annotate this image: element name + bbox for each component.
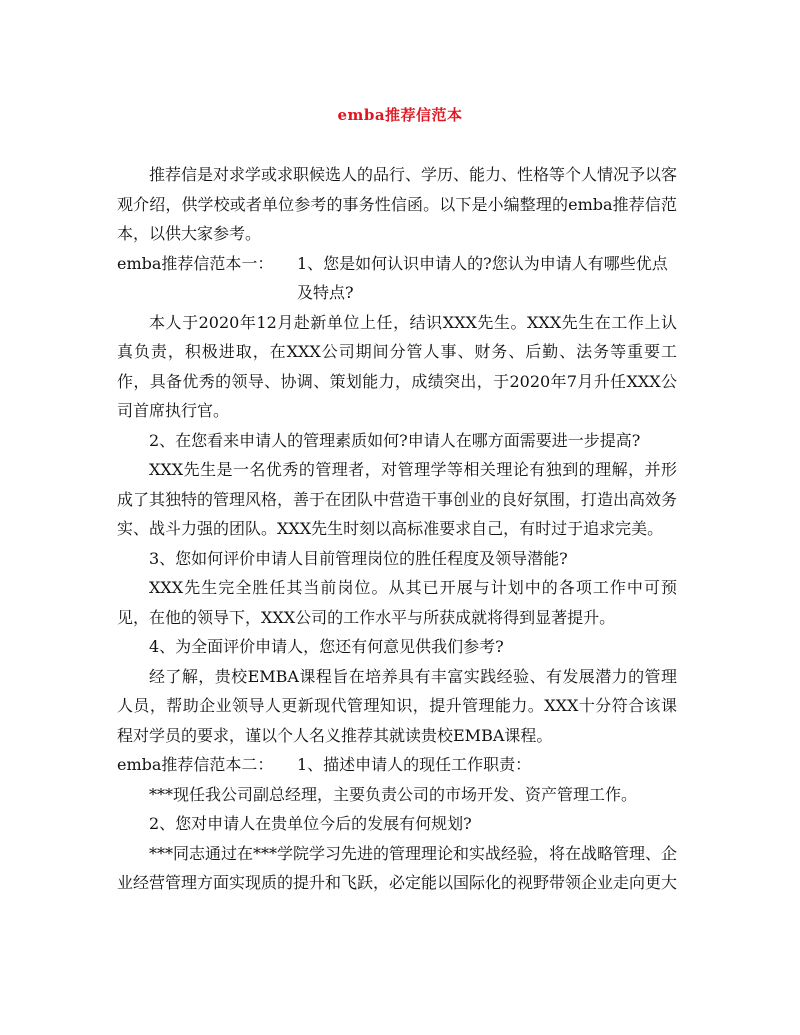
sample2-question-2: 2、您对申请人在贵单位今后的发展有何规划? (149, 814, 472, 833)
sample2-answer-1: ***现任我公司副总经理，主要负责公司的市场开发、资产管理工作。 (149, 784, 638, 804)
sample1-answer-4: 经了解，贵校EMBA课程旨在培养具有丰富实践经验、有发展潜力的管理人员，帮助企业领导人更新现代管理知识，提升管理能力。XXX十分符合该课程对学员的要求，谨以个人名义推荐其就读贵校EMBA课程。 (117, 666, 677, 745)
sample1-answer-1: 本人于2020年12月赴新单位上任，结识XXX先生。XXX先生在工作上认真负责，积极进取，在XXX公司期间分管人事、财务、后勤、法务等重要工作，具备优秀的领导、协调、策划能力，成绩突出，于2020年7月升任XXX公司首席执行官。 (117, 312, 677, 420)
sample1-question-1: 1、您是如何认识申请人的?您认为申请人有哪些优点及特点? (297, 253, 668, 302)
sample2-heading (117, 750, 677, 780)
sample1-answer-3: XXX先生完全胜任其当前岗位。从其已开展与计划中的各项工作中可预见，在他的领导下，XXX公司的工作水平与所获成就将得到显著提升。 (117, 578, 677, 627)
sample2-question-1: 1、描述申请人的现任工作职责： (297, 755, 532, 774)
intro-paragraph: 推荐信是对求学或求职候选人的品行、学历、能力、性格等个人情况予以客观介绍，供学校或者单位参考的事务性信函。以下是小编整理的emba推荐信范本，以供大家参考。 (117, 165, 678, 243)
sample2-answer-2: ***同志通过在***学院学习先进的管理理论和实战经验，将在战略管理、企业经营管理方面实现质的提升和飞跃，必定能以国际化的视野带领企业走向更大 (117, 843, 678, 892)
sample1-question-4: 4、为全面评价申请人，您还有何意见供我们参考? (149, 637, 504, 656)
sample1-question-2: 2、在您看来申请人的管理素质如何?申请人在哪方面需要进一步提高? (149, 430, 641, 450)
document-title: emba推荐信范本 (337, 106, 463, 124)
sample1-heading (117, 249, 677, 308)
sample1-answer-2: XXX先生是一名优秀的管理者，对管理学等相关理论有独到的理解，并形成了其独特的管理风格，善于在团队中营造干事创业的良好氛围，打造出高效务实、战斗力强的团队。XXX先生时刻以高标准要求自己，有时过于追求完美。 (117, 460, 678, 538)
sample1-label: emba推荐信范本一： (117, 253, 274, 273)
document-body (117, 160, 677, 898)
sample1-question-3: 3、您如何评价申请人目前管理岗位的胜任程度及领导潜能? (149, 548, 568, 568)
sample2-label: emba推荐信范本二： (117, 755, 274, 774)
